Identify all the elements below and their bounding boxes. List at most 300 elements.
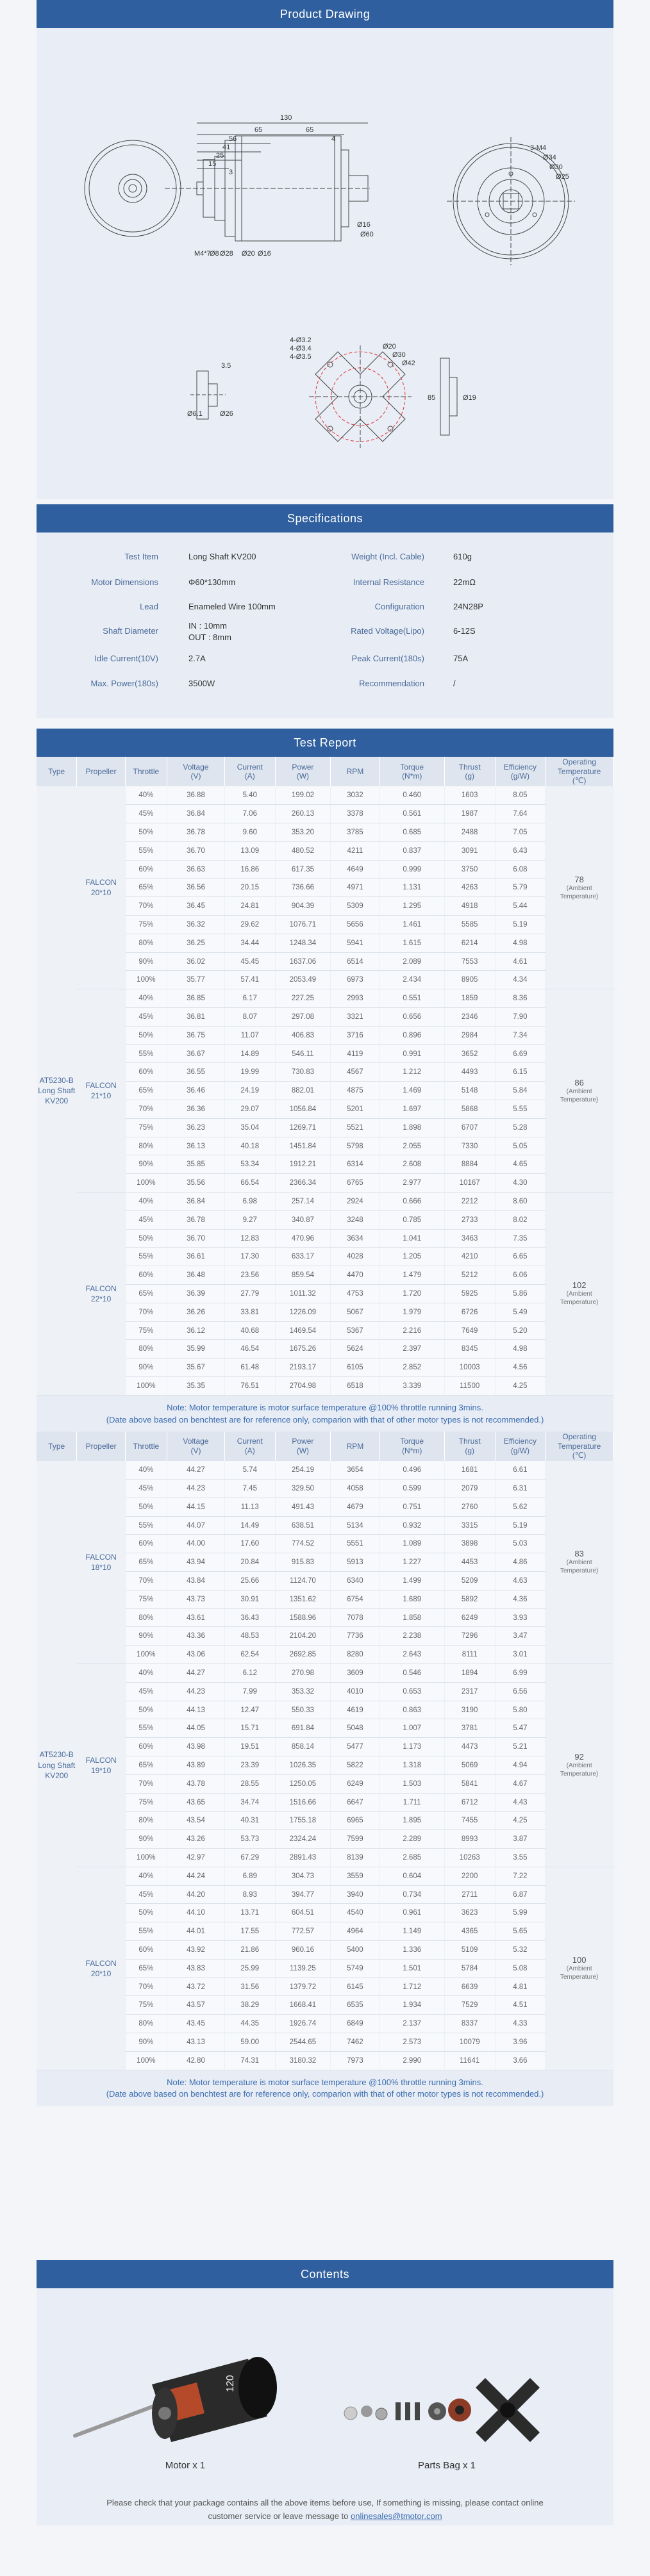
data-cell: 45% <box>125 1682 167 1701</box>
data-cell: 6105 <box>331 1358 379 1377</box>
data-cell: 353.32 <box>275 1682 331 1701</box>
data-cell: 50% <box>125 823 167 842</box>
data-cell: 5841 <box>444 1774 495 1793</box>
data-cell: 11641 <box>444 2051 495 2070</box>
data-cell: 100% <box>125 1646 167 1664</box>
data-cell: 2891.43 <box>275 1849 331 1867</box>
data-cell: 46.54 <box>224 1340 275 1358</box>
data-cell: 1.149 <box>379 1922 444 1941</box>
data-cell: 1250.05 <box>275 1774 331 1793</box>
dim-d30: Ø30 <box>549 163 563 171</box>
motor-label-120: 120 <box>225 2375 236 2392</box>
data-cell: 20.15 <box>224 879 275 897</box>
data-cell: 55% <box>125 1922 167 1941</box>
data-cell: 633.17 <box>275 1248 331 1266</box>
data-cell: 36.12 <box>167 1321 224 1340</box>
data-cell: 36.46 <box>167 1082 224 1100</box>
data-cell: 3940 <box>331 1885 379 1904</box>
data-cell: 0.863 <box>379 1701 444 1719</box>
table-row <box>37 1867 613 1885</box>
data-cell: 1588.96 <box>275 1608 331 1627</box>
data-cell: 4.51 <box>495 1996 546 2015</box>
propeller-cell: FALCON 19*10 <box>77 1664 125 1867</box>
data-cell: 6639 <box>444 1977 495 1996</box>
technical-drawing-svg <box>37 28 613 499</box>
data-cell: 5048 <box>331 1719 379 1738</box>
data-cell: 43.54 <box>167 1812 224 1830</box>
test-report-table <box>37 1432 613 2070</box>
data-cell: 4.98 <box>495 934 546 952</box>
data-cell: 6765 <box>331 1174 379 1193</box>
data-cell: 43.65 <box>167 1793 224 1812</box>
data-cell: 36.39 <box>167 1285 224 1303</box>
data-cell: 44.07 <box>167 1516 224 1535</box>
data-cell: 53.34 <box>224 1155 275 1174</box>
data-cell: 36.02 <box>167 952 224 971</box>
data-cell: 10003 <box>444 1358 495 1377</box>
data-cell: 40% <box>125 1664 167 1683</box>
table-row <box>37 1664 613 1683</box>
data-cell: 1637.06 <box>275 952 331 971</box>
data-cell: 34.44 <box>224 934 275 952</box>
data-cell: 70% <box>125 1572 167 1590</box>
data-cell: 2.216 <box>379 1321 444 1340</box>
table-header-cell: Power (W) <box>275 1432 331 1461</box>
data-cell: 5.49 <box>495 1303 546 1321</box>
spec-value: Φ60*130mm <box>188 577 236 587</box>
data-cell: 2.089 <box>379 952 444 971</box>
data-cell: 36.45 <box>167 897 224 916</box>
data-cell: 36.67 <box>167 1044 224 1063</box>
data-cell: 100% <box>125 1849 167 1867</box>
data-cell: 1.089 <box>379 1535 444 1553</box>
dim-41: 41 <box>222 144 231 151</box>
data-cell: 23.39 <box>224 1756 275 1775</box>
data-cell: 66.54 <box>224 1174 275 1193</box>
data-cell: 0.837 <box>379 841 444 860</box>
table-header-cell: Propeller <box>77 757 125 786</box>
data-cell: 43.26 <box>167 1830 224 1849</box>
data-cell: 1.212 <box>379 1063 444 1082</box>
test-note-line-1: Note: Motor temperature is motor surface temperature @100% throttle running 3mins. <box>167 2077 483 2087</box>
spec-label: Shaft Diameter <box>103 626 158 636</box>
data-cell: 0.685 <box>379 823 444 842</box>
data-cell: 43.45 <box>167 2015 224 2033</box>
data-cell: 44.13 <box>167 1701 224 1719</box>
data-cell: 0.551 <box>379 989 444 1008</box>
data-cell: 8.93 <box>224 1885 275 1904</box>
data-cell: 8337 <box>444 2015 495 2033</box>
data-cell: 55% <box>125 1516 167 1535</box>
data-cell: 774.52 <box>275 1535 331 1553</box>
data-cell: 5.99 <box>495 1904 546 1922</box>
data-cell: 31.56 <box>224 1977 275 1996</box>
dim-3: 3 <box>229 169 233 176</box>
data-cell: 5.44 <box>495 897 546 916</box>
data-cell: 1668.41 <box>275 1996 331 2015</box>
spec-label: Motor Dimensions <box>91 577 158 587</box>
data-cell: 50% <box>125 1026 167 1044</box>
data-cell: 2.238 <box>379 1627 444 1646</box>
data-cell: 1.499 <box>379 1572 444 1590</box>
data-cell: 55% <box>125 1248 167 1266</box>
data-cell: 70% <box>125 1977 167 1996</box>
data-cell: 8.36 <box>495 989 546 1008</box>
data-cell: 2317 <box>444 1682 495 1701</box>
data-cell: 12.83 <box>224 1229 275 1248</box>
data-cell: 0.666 <box>379 1193 444 1211</box>
data-cell: 2924 <box>331 1193 379 1211</box>
data-cell: 1.461 <box>379 916 444 934</box>
data-cell: 43.13 <box>167 2033 224 2052</box>
data-cell: 100% <box>125 2051 167 2070</box>
dim-m4x7: M4*7 <box>194 250 211 258</box>
contents-panel <box>37 2288 613 2484</box>
data-cell: 3032 <box>331 786 379 805</box>
data-cell: 55% <box>125 841 167 860</box>
data-cell: 1.479 <box>379 1266 444 1285</box>
data-cell: 5209 <box>444 1572 495 1590</box>
data-cell: 6.99 <box>495 1664 546 1683</box>
data-cell: 6535 <box>331 1996 379 2015</box>
data-cell: 43.61 <box>167 1608 224 1627</box>
data-cell: 4470 <box>331 1266 379 1285</box>
data-cell: 42.97 <box>167 1849 224 1867</box>
data-cell: 340.87 <box>275 1210 331 1229</box>
data-cell: 1248.34 <box>275 934 331 952</box>
data-cell: 44.10 <box>167 1904 224 1922</box>
dim-d25: Ø25 <box>556 173 569 181</box>
data-cell: 12.47 <box>224 1701 275 1719</box>
data-cell: 75% <box>125 1118 167 1137</box>
spec-value: 2.7A <box>188 654 206 663</box>
data-cell: 1011.32 <box>275 1285 331 1303</box>
data-cell: 7078 <box>331 1608 379 1627</box>
data-cell: 43.78 <box>167 1774 224 1793</box>
data-cell: 8.07 <box>224 1008 275 1027</box>
data-cell: 3.01 <box>495 1646 546 1664</box>
data-cell: 1269.71 <box>275 1118 331 1137</box>
contents-title: Contents <box>37 2260 613 2288</box>
table-header-cell: Type <box>37 757 77 786</box>
data-cell: 5.55 <box>495 1100 546 1119</box>
dim-d19: Ø19 <box>463 394 476 402</box>
data-cell: 43.73 <box>167 1590 224 1608</box>
data-cell: 0.734 <box>379 1885 444 1904</box>
data-cell: 260.13 <box>275 805 331 823</box>
data-cell: 44.20 <box>167 1885 224 1904</box>
test-note <box>37 1396 613 1432</box>
dim-3m4: 3-M4 <box>530 144 547 152</box>
data-cell: 1.336 <box>379 1941 444 1960</box>
data-cell: 80% <box>125 1137 167 1155</box>
data-cell: 4649 <box>331 860 379 879</box>
data-cell: 59.00 <box>224 2033 275 2052</box>
data-cell: 10079 <box>444 2033 495 2052</box>
table-header-row <box>37 757 613 786</box>
data-cell: 2200 <box>444 1867 495 1885</box>
spec-value: IN : 10mm OUT : 8mm <box>188 621 231 643</box>
data-cell: 6849 <box>331 2015 379 2033</box>
data-cell: 4.63 <box>495 1572 546 1590</box>
data-cell: 2324.24 <box>275 1830 331 1849</box>
data-cell: 36.48 <box>167 1266 224 1285</box>
data-cell: 90% <box>125 1627 167 1646</box>
spec-value: 610g <box>453 552 472 561</box>
data-cell: 4493 <box>444 1063 495 1082</box>
data-cell: 6.08 <box>495 860 546 879</box>
data-cell: 0.604 <box>379 1867 444 1885</box>
test-report-title: Test Report <box>37 729 613 757</box>
data-cell: 42.80 <box>167 2051 224 2070</box>
data-cell: 45% <box>125 1480 167 1498</box>
data-cell: 90% <box>125 1358 167 1377</box>
dim-25: 25 <box>216 152 224 160</box>
data-cell: 36.63 <box>167 860 224 879</box>
data-cell: 4753 <box>331 1285 379 1303</box>
data-cell: 36.56 <box>167 879 224 897</box>
data-cell: 1987 <box>444 805 495 823</box>
data-cell: 0.599 <box>379 1480 444 1498</box>
spec-label: Idle Current(10V) <box>94 654 158 663</box>
data-cell: 859.54 <box>275 1266 331 1285</box>
data-cell: 2.573 <box>379 2033 444 2052</box>
data-cell: 7.06 <box>224 805 275 823</box>
data-cell: 5.80 <box>495 1701 546 1719</box>
data-cell: 1.469 <box>379 1082 444 1100</box>
data-cell: 40% <box>125 989 167 1008</box>
spec-label: Test Item <box>124 552 158 561</box>
data-cell: 7.99 <box>224 1682 275 1701</box>
data-cell: 4567 <box>331 1063 379 1082</box>
temperature-cell <box>546 1867 613 2070</box>
data-cell: 36.85 <box>167 989 224 1008</box>
temperature-value: 92 <box>574 1752 584 1762</box>
propeller-cell: FALCON 22*10 <box>77 1193 125 1396</box>
data-cell: 4.86 <box>495 1553 546 1572</box>
data-cell: 6314 <box>331 1155 379 1174</box>
data-cell: 24.19 <box>224 1082 275 1100</box>
data-cell: 8280 <box>331 1646 379 1664</box>
data-cell: 8139 <box>331 1849 379 1867</box>
data-cell: 2711 <box>444 1885 495 1904</box>
data-cell: 270.98 <box>275 1664 331 1683</box>
data-cell: 0.656 <box>379 1008 444 1027</box>
data-cell: 29.62 <box>224 916 275 934</box>
data-cell: 60% <box>125 1063 167 1082</box>
data-cell: 8884 <box>444 1155 495 1174</box>
data-cell: 5.84 <box>495 1082 546 1100</box>
data-cell: 50% <box>125 1701 167 1719</box>
data-cell: 36.13 <box>167 1137 224 1155</box>
data-cell: 35.04 <box>224 1118 275 1137</box>
data-cell: 76.51 <box>224 1377 275 1396</box>
data-cell: 90% <box>125 1830 167 1849</box>
data-cell: 6.43 <box>495 841 546 860</box>
data-cell: 2.990 <box>379 2051 444 2070</box>
data-cell: 1.934 <box>379 1996 444 2015</box>
data-cell: 57.41 <box>224 971 275 989</box>
data-cell: 45% <box>125 805 167 823</box>
table-header-cell: Voltage (V) <box>167 1432 224 1461</box>
data-cell: 3248 <box>331 1210 379 1229</box>
data-cell: 1.711 <box>379 1793 444 1812</box>
dim-d16a: Ø16 <box>258 250 271 258</box>
data-cell: 3315 <box>444 1516 495 1535</box>
data-cell: 4263 <box>444 879 495 897</box>
data-cell: 6.17 <box>224 989 275 1008</box>
data-cell: 0.932 <box>379 1516 444 1535</box>
test-note-line-1: Note: Motor temperature is motor surface temperature @100% throttle running 3mins. <box>167 1402 483 1412</box>
data-cell: 75% <box>125 916 167 934</box>
data-cell: 4.94 <box>495 1756 546 1775</box>
dim-56: 56 <box>229 135 237 143</box>
data-cell: 0.751 <box>379 1498 444 1516</box>
data-cell: 19.51 <box>224 1738 275 1756</box>
data-cell: 13.71 <box>224 1904 275 1922</box>
data-cell: 3716 <box>331 1026 379 1044</box>
data-cell: 36.84 <box>167 805 224 823</box>
data-cell: 5892 <box>444 1590 495 1608</box>
data-cell: 5.19 <box>495 916 546 934</box>
data-cell: 4.34 <box>495 971 546 989</box>
data-cell: 40% <box>125 1461 167 1480</box>
data-cell: 40.68 <box>224 1321 275 1340</box>
ambient-temperature-note: (Ambient Temperature) <box>560 1291 599 1307</box>
data-cell: 44.35 <box>224 2015 275 2033</box>
data-cell: 1675.26 <box>275 1340 331 1358</box>
data-cell: 5585 <box>444 916 495 934</box>
data-cell: 4.56 <box>495 1358 546 1377</box>
data-cell: 5.03 <box>495 1535 546 1553</box>
temperature-cell <box>546 1664 613 1867</box>
contents-section <box>37 2260 613 2525</box>
contents-illustration <box>37 2288 613 2484</box>
data-cell: 1.697 <box>379 1100 444 1119</box>
data-cell: 6.56 <box>495 1682 546 1701</box>
data-cell: 23.56 <box>224 1266 275 1285</box>
data-cell: 36.84 <box>167 1193 224 1211</box>
data-cell: 5.21 <box>495 1738 546 1756</box>
data-cell: 6707 <box>444 1118 495 1137</box>
data-cell: 10263 <box>444 1849 495 1867</box>
data-cell: 1603 <box>444 786 495 805</box>
spec-row <box>37 547 613 566</box>
data-cell: 1.689 <box>379 1590 444 1608</box>
data-cell: 35.56 <box>167 1174 224 1193</box>
table-header-cell: Voltage (V) <box>167 757 224 786</box>
data-cell: 904.39 <box>275 897 331 916</box>
table-header-cell: Thrust (g) <box>444 1432 495 1461</box>
data-cell: 4875 <box>331 1082 379 1100</box>
data-cell: 4971 <box>331 879 379 897</box>
data-cell: 8345 <box>444 1340 495 1358</box>
data-cell: 43.36 <box>167 1627 224 1646</box>
support-email-link[interactable]: onlinesales@tmotor.com <box>351 2511 442 2521</box>
spec-row <box>37 673 613 693</box>
data-cell: 6.65 <box>495 1248 546 1266</box>
data-cell: 4211 <box>331 841 379 860</box>
data-cell: 1.720 <box>379 1285 444 1303</box>
propeller-cell: FALCON 20*10 <box>77 786 125 989</box>
spec-value: 3500W <box>188 679 215 688</box>
footer-line-2-prefix: customer service or leave message to <box>208 2511 351 2521</box>
data-cell: 5868 <box>444 1100 495 1119</box>
data-cell: 61.48 <box>224 1358 275 1377</box>
data-cell: 638.51 <box>275 1516 331 1535</box>
data-cell: 3654 <box>331 1461 379 1480</box>
spec-label: Lead <box>140 602 158 611</box>
data-cell: 1.895 <box>379 1812 444 1830</box>
data-cell: 470.96 <box>275 1229 331 1248</box>
data-cell: 2544.65 <box>275 2033 331 2052</box>
table-header-cell: Current (A) <box>224 757 275 786</box>
data-cell: 60% <box>125 1535 167 1553</box>
data-cell: 4.61 <box>495 952 546 971</box>
data-cell: 4010 <box>331 1682 379 1701</box>
data-cell: 1755.18 <box>275 1812 331 1830</box>
ambient-temperature-note: (Ambient Temperature) <box>560 1762 599 1778</box>
data-cell: 0.460 <box>379 786 444 805</box>
data-cell: 14.49 <box>224 1516 275 1535</box>
data-cell: 6973 <box>331 971 379 989</box>
data-cell: 2.608 <box>379 1155 444 1174</box>
data-cell: 5.32 <box>495 1941 546 1960</box>
data-cell: 858.14 <box>275 1738 331 1756</box>
table-header-cell: Operating Temperature (℃) <box>546 1432 613 1461</box>
data-cell: 5913 <box>331 1553 379 1572</box>
data-cell: 3898 <box>444 1535 495 1553</box>
parts-bag-image <box>344 2378 540 2442</box>
dim-4-d3-2: 4-Ø3.2 <box>290 336 312 344</box>
data-cell: 5.47 <box>495 1719 546 1738</box>
data-cell: 44.05 <box>167 1719 224 1738</box>
table-header-cell: Type <box>37 1432 77 1461</box>
data-cell: 199.02 <box>275 786 331 805</box>
data-cell: 5.86 <box>495 1285 546 1303</box>
test-report-tables <box>37 757 613 2106</box>
data-cell: 6514 <box>331 952 379 971</box>
data-cell: 772.57 <box>275 1922 331 1941</box>
data-cell: 34.74 <box>224 1793 275 1812</box>
data-cell: 80% <box>125 1812 167 1830</box>
data-cell: 45% <box>125 1008 167 1027</box>
data-cell: 4619 <box>331 1701 379 1719</box>
data-cell: 74.31 <box>224 2051 275 2070</box>
data-cell: 5521 <box>331 1118 379 1137</box>
data-cell: 11.13 <box>224 1498 275 1516</box>
data-cell: 6965 <box>331 1812 379 1830</box>
propeller-cell: FALCON 18*10 <box>77 1461 125 1664</box>
data-cell: 3378 <box>331 805 379 823</box>
dim-d60: Ø60 <box>360 231 374 238</box>
ambient-temperature-note: (Ambient Temperature) <box>560 884 599 900</box>
data-cell: 7736 <box>331 1627 379 1646</box>
data-cell: 730.83 <box>275 1063 331 1082</box>
data-cell: 4365 <box>444 1922 495 1941</box>
data-cell: 3463 <box>444 1229 495 1248</box>
data-cell: 882.01 <box>275 1082 331 1100</box>
data-cell: 36.25 <box>167 934 224 952</box>
data-cell: 691.84 <box>275 1719 331 1738</box>
data-cell: 3.87 <box>495 1830 546 1849</box>
data-cell: 80% <box>125 934 167 952</box>
data-cell: 29.07 <box>224 1100 275 1119</box>
data-cell: 6.89 <box>224 1867 275 1885</box>
data-cell: 4.65 <box>495 1155 546 1174</box>
temperature-cell <box>546 989 613 1193</box>
data-cell: 35.99 <box>167 1340 224 1358</box>
